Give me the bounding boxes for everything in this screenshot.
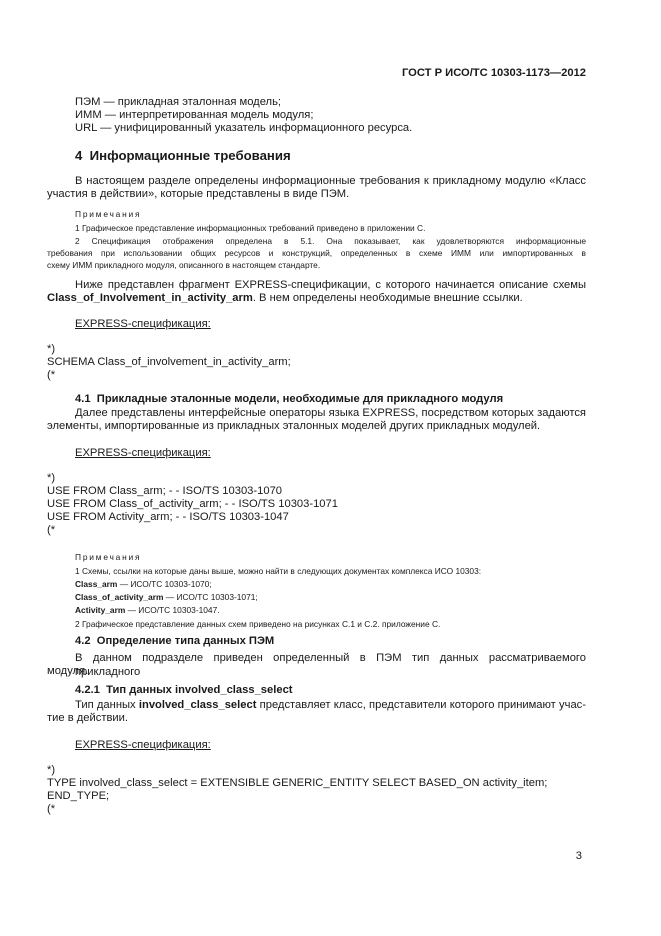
section-4-2-heading [75,634,274,648]
notes-title: Примечания [75,552,142,562]
paragraph-line [75,698,586,712]
section-4-1-heading [75,392,503,406]
reference-line [75,578,212,590]
paragraph-text: представляет класс, представители которого принимают учас- [256,699,587,711]
code-line: (* [47,369,56,381]
paragraph-line: элементы, импортированные из прикладных эталонных моделей других прикладных модулей. [47,420,541,432]
note-line: 2 Графическое представление данных схем приведено на рисунках С.1 и С.2. приложение С. [75,619,441,629]
section-4-heading [75,148,291,164]
code-line: *) [47,343,56,355]
code-line: TYPE involved_class_select = EXTENSIBLE GENERIC_ENTITY SELECT BASED_ON activity_item; [47,777,548,789]
type-name: involved_class_select [138,699,257,711]
abbreviation-item: URL — унифицированный указатель информационного ресурса. [75,122,413,134]
document-code: ГОСТ Р ИСО/ТС 10303-1173—2012 [401,67,586,79]
paragraph-text: . В нем определены необходимые внешние ссылки. [252,292,523,304]
paragraph-text: Тип данных [75,699,139,711]
reference-doc: — ИСО/ТС 10303-1071; [163,592,258,602]
abbreviation-item: ПЭМ — прикладная эталонная модель; [75,96,282,108]
section-title: Информационные требования [89,148,291,163]
section-title: Тип данных involved_class_select [106,684,293,696]
reference-doc: — ИСО/ТС 10303-1070; [117,579,212,589]
express-label: EXPRESS-спецификация: [75,318,211,330]
paragraph-line: участия в действии», которые представлены в виде ПЭМ. [47,188,350,200]
section-number: 4.2.1 [75,684,100,696]
paragraph-line: Далее представлены интерфейсные операторы языка EXPRESS, посредством которых задаются [75,407,586,419]
schema-name: Class_arm [75,579,118,589]
schema-name: Activity_arm [75,605,126,615]
section-number: 4.1 [75,393,91,405]
note-line: 2 Спецификация отображения определена в 5.1. Она показывает, как удовлетворяются информационные [75,236,586,246]
note-line: 1 Схемы, ссылки на которые даны выше, можно найти в следующих документах комплекса ИСО 10303: [75,566,482,576]
reference-line [75,591,258,603]
express-label: EXPRESS-спецификация: [75,447,211,459]
note-line: требования при использовании общих ресурсов и конструкций, определенных в схеме ИММ или импортированных в [47,248,586,258]
code-line: *) [47,472,56,484]
reference-line [75,604,220,616]
paragraph-line: В настоящем разделе определены информационные требования к прикладному модулю «Класс [75,175,586,187]
paragraph-line: В данном подразделе приведен определенный в ПЭМ тип данных рассматриваемого прикладного [75,652,586,678]
section-title: Определение типа данных ПЭМ [96,635,275,647]
section-4-2-1-heading [75,683,293,697]
section-number: 4 [75,148,83,163]
page-number: 3 [575,850,582,862]
notes-title: Примечания [75,209,142,219]
paragraph-line [47,291,523,305]
section-number: 4.2 [75,635,91,647]
paragraph-line: модуля. [47,665,89,677]
code-line: (* [47,524,56,536]
code-line: USE FROM Class_of_activity_arm; - - ISO/TS 10303-1071 [47,498,338,510]
code-line: USE FROM Class_arm; - - ISO/TS 10303-1070 [47,485,283,497]
code-line: *) [47,764,56,776]
note-line: схему ИММ прикладного модуля, описанного в настоящем стандарте. [47,260,321,270]
schema-name: Class_of_Involvement_in_activity_arm [47,292,253,304]
section-title: Прикладные эталонные модели, необходимые для прикладного модуля [96,393,504,405]
paragraph-line: тие в действии. [47,712,129,724]
code-line: END_TYPE; [47,790,110,802]
note-line: 1 Графическое представление информационных требований приведено в приложении С. [75,223,426,233]
reference-doc: — ИСО/ТС 10303-1047. [125,605,220,615]
paragraph-line: Ниже представлен фрагмент EXPRESS-спецификации, с которого начинается описание схемы [75,279,586,291]
code-line: SCHEMA Class_of_involvement_in_activity_arm; [47,356,291,368]
express-label: EXPRESS-спецификация: [75,739,211,751]
schema-name: Class_of_activity_arm [75,592,164,602]
code-line: USE FROM Activity_arm; - - ISO/TS 10303-1047 [47,511,289,523]
code-line: (* [47,803,56,815]
abbreviation-item: ИММ — интерпретированная модель модуля; [75,109,314,121]
